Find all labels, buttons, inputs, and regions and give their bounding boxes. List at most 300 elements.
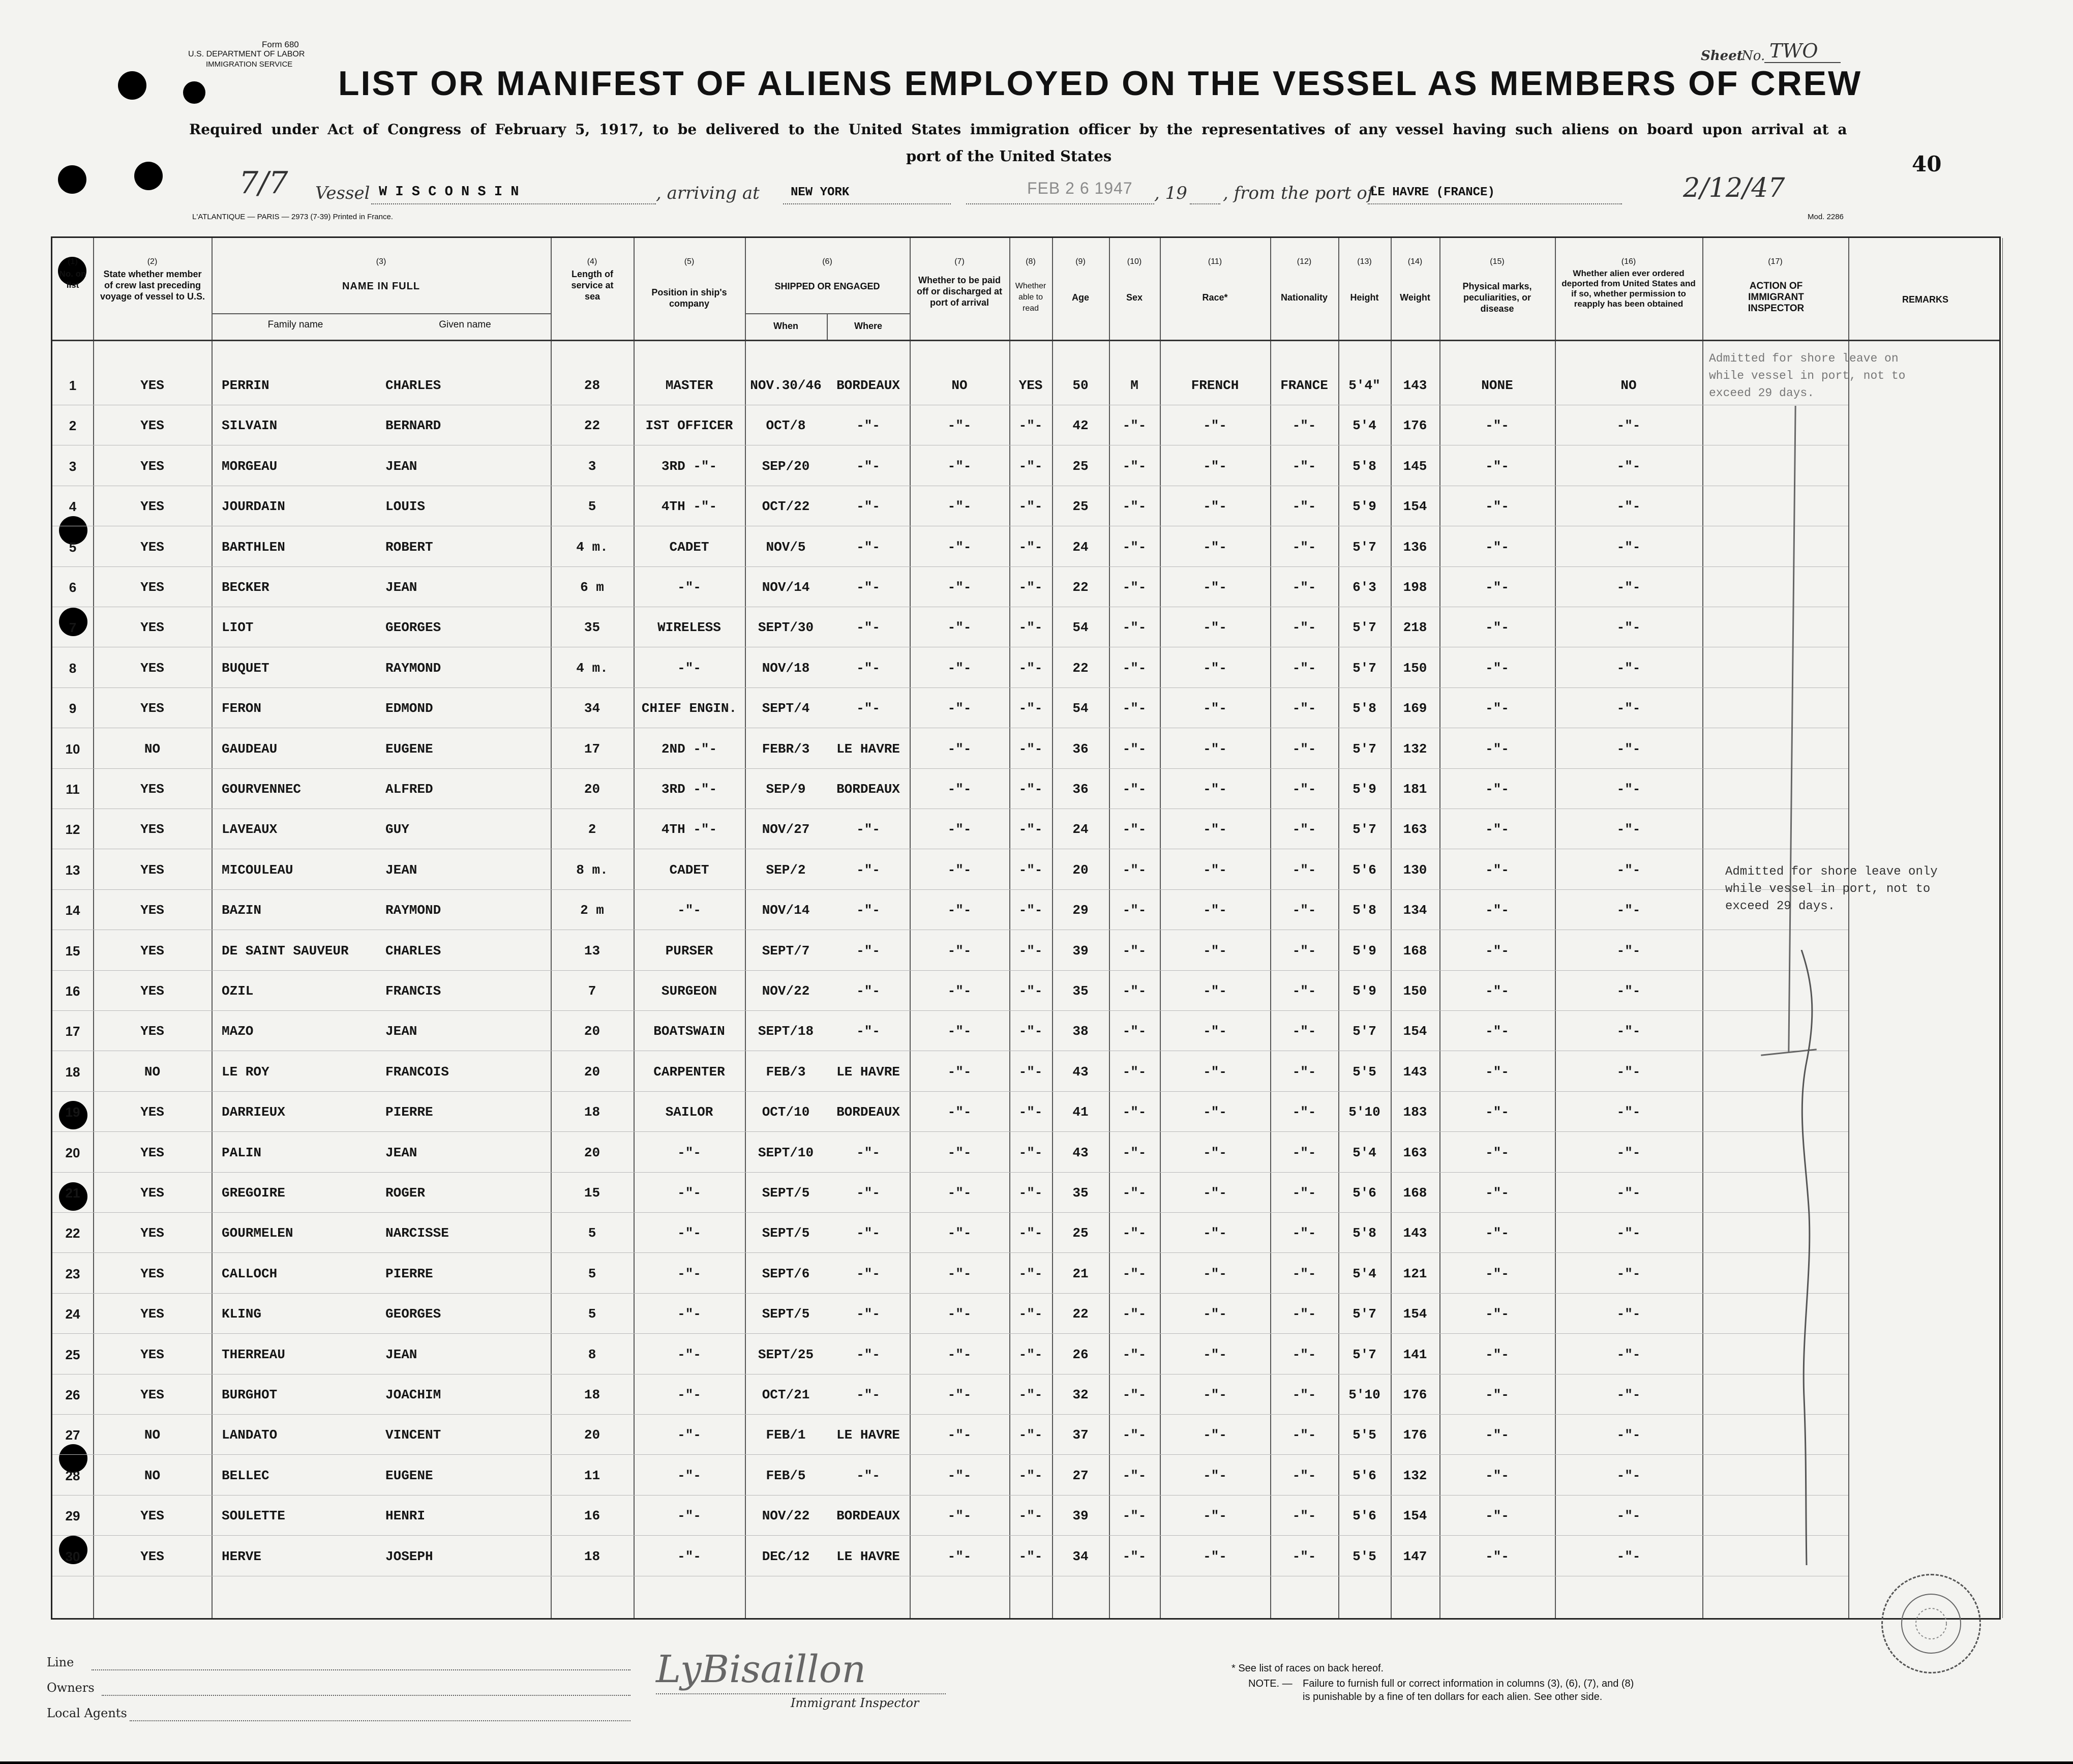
cell-sex: -"- (1122, 782, 1147, 797)
cell-age: 42 (1072, 418, 1089, 434)
cell-position: WIRELESS (657, 620, 721, 636)
cell-paid: -"- (947, 620, 972, 636)
cell-age: 25 (1072, 458, 1089, 474)
cell-nat: -"- (1292, 499, 1316, 515)
cell-height: 5'10 (1348, 1104, 1380, 1120)
cell-family: SOULETTE (222, 1508, 285, 1524)
cell-sex: -"- (1122, 862, 1147, 878)
cell-service: 20 (584, 1064, 600, 1080)
cell-marks: -"- (1485, 1024, 1509, 1039)
cell-age: 54 (1072, 701, 1089, 716)
races-note: * See list of races on back hereof. (1231, 1663, 1384, 1674)
cell-prev: YES (140, 1266, 164, 1281)
cell-position: CARPENTER (653, 1064, 725, 1080)
cell-where: -"- (856, 660, 880, 676)
row-rule (52, 1172, 1848, 1173)
cell-service: 7 (588, 983, 596, 999)
cell-deported: -"- (1616, 418, 1641, 434)
cell-paid: -"- (947, 1024, 972, 1039)
cell-deported: -"- (1616, 660, 1641, 676)
cell-deported: -"- (1616, 1548, 1641, 1564)
cell-prev: YES (140, 1347, 164, 1362)
cell-marks: -"- (1485, 1508, 1509, 1524)
cell-sex: -"- (1122, 1508, 1147, 1524)
cell-position: -"- (677, 1548, 701, 1564)
cell-sex: -"- (1122, 903, 1147, 918)
cell-no: 7 (69, 620, 77, 636)
cell-family: DARRIEUX (222, 1104, 285, 1120)
cell-position: -"- (677, 660, 701, 676)
cell-weight: 143 (1403, 1064, 1427, 1080)
cell-paid: -"- (947, 660, 972, 676)
cell-when: NOV/14 (762, 580, 810, 595)
arriving-underline (783, 203, 951, 204)
cell-given: FRANCOIS (385, 1064, 449, 1080)
cell-race: FRENCH (1191, 378, 1239, 393)
cell-family: CALLOCH (222, 1266, 278, 1281)
cell-nat: -"- (1292, 580, 1316, 595)
cell-given: EDMOND (385, 701, 433, 716)
cell-nat: -"- (1292, 782, 1316, 797)
cell-family: DE SAINT SAUVEUR (222, 943, 349, 959)
cell-age: 26 (1072, 1347, 1089, 1362)
cell-service: 8 m. (576, 862, 608, 878)
row-rule (52, 1495, 1848, 1496)
cell-sex: -"- (1122, 620, 1147, 636)
cell-read: -"- (1018, 1064, 1043, 1080)
cell-paid: -"- (947, 1185, 972, 1201)
col13-header: Height (1350, 292, 1379, 303)
cell-where: LE HAVRE (836, 741, 900, 757)
cell-prev: YES (140, 1387, 164, 1402)
cell-no: 24 (65, 1306, 80, 1322)
handwritten-date: 2/12/47 (1683, 173, 1785, 203)
cell-sex: -"- (1122, 1185, 1147, 1201)
cell-where: -"- (856, 458, 880, 474)
cell-no: 14 (65, 903, 80, 918)
cell-no: 29 (65, 1508, 80, 1524)
cell-prev: NO (144, 1468, 161, 1483)
cell-deported: -"- (1616, 1145, 1641, 1160)
col9-header: Age (1071, 292, 1089, 303)
cell-service: 13 (584, 943, 600, 959)
cell-sex: -"- (1122, 458, 1147, 474)
cell-height: 5'10 (1348, 1387, 1380, 1402)
cell-read: -"- (1018, 782, 1043, 797)
cell-prev: YES (140, 1548, 164, 1564)
cell-weight: 136 (1403, 539, 1427, 555)
cell-age: 32 (1072, 1387, 1089, 1402)
cell-given: GUY (385, 822, 409, 838)
cell-sex: -"- (1122, 983, 1147, 999)
cell-where: -"- (856, 1266, 880, 1281)
cell-prev: YES (140, 539, 164, 555)
col2-number: (2) (147, 257, 158, 266)
cell-service: 5 (588, 1306, 596, 1322)
row-rule (52, 687, 1848, 688)
cell-where: -"- (856, 1306, 880, 1322)
cell-weight: 154 (1403, 1024, 1427, 1039)
cell-given: CHARLES (385, 943, 441, 959)
arriving-label: , arriving at (656, 183, 760, 203)
cell-height: 5'4" (1348, 378, 1380, 393)
cell-deported: -"- (1616, 1387, 1641, 1402)
cell-paid: -"- (947, 701, 972, 716)
row-rule (52, 1454, 1848, 1455)
cell-no: 23 (65, 1266, 80, 1281)
cell-read: -"- (1018, 741, 1043, 757)
cell-race: -"- (1203, 983, 1227, 999)
cell-prev: YES (140, 660, 164, 676)
cell-nat: -"- (1292, 943, 1316, 959)
row-rule (52, 1414, 1848, 1415)
cell-marks: -"- (1485, 1145, 1509, 1160)
cell-paid: -"- (947, 1266, 972, 1281)
note-text-1: Failure to furnish full or correct information in columns (3), (6), (7), and (8) (1303, 1678, 1634, 1689)
cell-when: OCT/21 (762, 1387, 810, 1402)
cell-position: -"- (677, 1225, 701, 1241)
cell-family: BURGHOT (222, 1387, 278, 1402)
cell-weight: 143 (1403, 1225, 1427, 1241)
cell-given: ROBERT (385, 539, 433, 555)
cell-where: -"- (856, 1387, 880, 1402)
cell-when: SEPT/18 (758, 1024, 814, 1039)
cell-weight: 147 (1403, 1548, 1427, 1564)
cell-marks: -"- (1485, 458, 1509, 474)
cell-deported: -"- (1616, 1347, 1641, 1362)
cell-where: -"- (856, 983, 880, 999)
cell-deported: -"- (1616, 620, 1641, 636)
cell-read: -"- (1018, 822, 1043, 838)
cell-when: NOV/18 (762, 660, 810, 676)
cell-marks: -"- (1485, 983, 1509, 999)
cell-race: -"- (1203, 1468, 1227, 1483)
cell-race: -"- (1203, 418, 1227, 434)
cell-when: NOV/5 (766, 539, 806, 555)
cell-weight: 132 (1403, 1468, 1427, 1483)
cell-given: PIERRE (385, 1104, 433, 1120)
cell-when: SEP/2 (766, 862, 806, 878)
cell-weight: 154 (1403, 1306, 1427, 1322)
form-mod-number: Mod. 2286 (1808, 213, 1844, 221)
cell-family: GAUDEAU (222, 741, 278, 757)
cell-given: ROGER (385, 1185, 426, 1201)
cell-prev: NO (144, 1064, 161, 1080)
cell-race: -"- (1203, 943, 1227, 959)
row-rule (52, 1131, 1848, 1132)
cell-sex: -"- (1122, 701, 1147, 716)
cell-age: 29 (1072, 903, 1089, 918)
cell-when: SEPT/5 (762, 1185, 810, 1201)
cell-read: -"- (1018, 862, 1043, 878)
cell-deported: -"- (1616, 782, 1641, 797)
punch-hole (118, 71, 146, 100)
cell-weight: 150 (1403, 983, 1427, 999)
cell-where: -"- (856, 1024, 880, 1039)
cell-family: BELLEC (222, 1468, 269, 1483)
cell-marks: -"- (1485, 701, 1509, 716)
cell-nat: -"- (1292, 1104, 1316, 1120)
cell-prev: YES (140, 822, 164, 838)
cell-deported: -"- (1616, 539, 1641, 555)
cell-race: -"- (1203, 1347, 1227, 1362)
cell-family: THERREAU (222, 1347, 285, 1362)
cell-no: 27 (65, 1427, 80, 1443)
cell-when: NOV/14 (762, 903, 810, 918)
row-rule (52, 1535, 1848, 1536)
arriving-port: NEW YORK (791, 186, 850, 199)
cell-no: 15 (65, 943, 80, 959)
col17-number: (17) (1768, 257, 1783, 266)
cell-sex: -"- (1122, 1104, 1147, 1120)
note-label: NOTE. — (1248, 1678, 1293, 1689)
cell-no: 20 (65, 1145, 80, 1160)
cell-service: 3 (588, 458, 596, 474)
col6-where-header: Where (854, 321, 882, 331)
cell-nat: -"- (1292, 1347, 1316, 1362)
col6-number: (6) (822, 257, 832, 266)
cell-sex: -"- (1122, 1266, 1147, 1281)
cell-where: LE HAVRE (836, 1427, 900, 1443)
cell-service: 20 (584, 782, 600, 797)
cell-no: 8 (69, 660, 77, 676)
cell-given: JOACHIM (385, 1387, 441, 1402)
cell-read: -"- (1018, 1185, 1043, 1201)
cell-paid: -"- (947, 1468, 972, 1483)
cell-deported: -"- (1616, 943, 1641, 959)
cell-service: 6 m (580, 580, 604, 595)
cell-read: -"- (1018, 620, 1043, 636)
cell-height: 5'4 (1353, 1145, 1376, 1160)
col14-header: Weight (1400, 292, 1430, 303)
cell-age: 36 (1072, 782, 1089, 797)
cell-no: 12 (65, 822, 80, 838)
cell-sex: -"- (1122, 1024, 1147, 1039)
cell-where: -"- (856, 1145, 880, 1160)
note-text-2: is punishable by a fine of ten dollars for each alien. See other side. (1303, 1691, 1603, 1702)
row-rule (52, 768, 1848, 769)
row-rule (52, 889, 1848, 890)
cell-paid: -"- (947, 1508, 972, 1524)
cell-race: -"- (1203, 1387, 1227, 1402)
cell-sex: -"- (1122, 1548, 1147, 1564)
cell-service: 18 (584, 1387, 600, 1402)
cell-height: 5'4 (1353, 418, 1376, 434)
cell-paid: -"- (947, 983, 972, 999)
cell-service: 5 (588, 499, 596, 515)
cell-no: 17 (65, 1024, 80, 1039)
cell-prev: YES (140, 862, 164, 878)
cell-age: 43 (1072, 1064, 1089, 1080)
cell-race: -"- (1203, 1548, 1227, 1564)
cell-when: OCT/10 (762, 1104, 810, 1120)
cell-given: HENRI (385, 1508, 426, 1524)
cell-nat: -"- (1292, 620, 1316, 636)
received-date-stamp: FEB 2 6 1947 (1027, 179, 1133, 197)
cell-weight: 134 (1403, 903, 1427, 918)
cell-given: RAYMOND (385, 660, 441, 676)
cell-position: BOATSWAIN (653, 1024, 725, 1039)
cell-paid: -"- (947, 1104, 972, 1120)
cell-where: BORDEAUX (836, 1508, 900, 1524)
cell-family: OZIL (222, 983, 254, 999)
cell-race: -"- (1203, 1024, 1227, 1039)
col8-number: (8) (1026, 257, 1036, 266)
cell-position: 3RD -"- (661, 458, 717, 474)
cell-age: 50 (1072, 378, 1089, 393)
cell-nat: -"- (1292, 458, 1316, 474)
cell-deported: -"- (1616, 1266, 1641, 1281)
cell-height: 5'5 (1353, 1548, 1376, 1564)
cell-given: JEAN (385, 1024, 417, 1039)
cell-race: -"- (1203, 701, 1227, 716)
col4-header: Length of service at sea (571, 269, 614, 302)
cell-age: 24 (1072, 539, 1089, 555)
cell-height: 5'5 (1353, 1427, 1376, 1443)
cell-read: -"- (1018, 580, 1043, 595)
row-rule (52, 1212, 1848, 1213)
cell-sex: -"- (1122, 539, 1147, 555)
cell-where: -"- (856, 499, 880, 515)
cell-marks: -"- (1485, 1427, 1509, 1443)
cell-read: -"- (1018, 660, 1043, 676)
cell-family: GREGOIRE (222, 1185, 285, 1201)
cell-height: 5'8 (1353, 458, 1376, 474)
cell-where: -"- (856, 1347, 880, 1362)
cell-paid: -"- (947, 1427, 972, 1443)
cell-no: 10 (65, 741, 80, 757)
cell-family: GOURVENNEC (222, 782, 302, 797)
cell-height: 5'7 (1353, 620, 1376, 636)
col6-header: SHIPPED OR ENGAGED (774, 281, 880, 291)
cell-where: -"- (856, 822, 880, 838)
sheet-no-label: No. (1741, 48, 1765, 64)
col1-number: (1) (68, 257, 78, 266)
cell-height: 5'4 (1353, 1266, 1376, 1281)
cell-sex: -"- (1122, 1468, 1147, 1483)
cell-race: -"- (1203, 1104, 1227, 1120)
cell-no: 28 (65, 1468, 80, 1483)
cell-deported: -"- (1616, 580, 1641, 595)
cell-no: 9 (69, 701, 77, 716)
cell-position: 2ND -"- (661, 741, 717, 757)
cell-prev: YES (140, 782, 164, 797)
inspector-label: Immigrant Inspector (791, 1696, 919, 1710)
cell-race: -"- (1203, 458, 1227, 474)
cell-where: BORDEAUX (836, 782, 900, 797)
cell-age: 24 (1072, 822, 1089, 838)
cell-weight: 218 (1403, 620, 1427, 636)
cell-nat: -"- (1292, 822, 1316, 838)
vessel-name: W I S C O N S I N (379, 185, 519, 200)
from-port: LE HAVRE (FRANCE) (1370, 186, 1495, 199)
date-underline (966, 203, 1154, 204)
cell-when: SEPT/25 (758, 1347, 814, 1362)
remark-wavy-line (1791, 950, 1822, 1565)
cell-age: 22 (1072, 580, 1089, 595)
cell-read: -"- (1018, 539, 1043, 555)
cell-deported: -"- (1616, 499, 1641, 515)
cell-when: SEP/9 (766, 782, 806, 797)
col3-number: (3) (376, 257, 386, 266)
cell-where: BORDEAUX (836, 1104, 900, 1120)
cell-service: 16 (584, 1508, 600, 1524)
inspector-remark-2: Admitted for shore leave only while vessel in port, not to exceed 29 days. (1725, 865, 1938, 913)
cell-weight: 154 (1403, 499, 1427, 515)
signature-underline (656, 1693, 946, 1694)
col11-number: (11) (1208, 257, 1222, 266)
cell-paid: -"- (947, 1387, 972, 1402)
cell-family: KLING (222, 1306, 262, 1322)
cell-family: GOURMELEN (222, 1225, 293, 1241)
cell-age: 39 (1072, 1508, 1089, 1524)
cell-marks: -"- (1485, 1104, 1509, 1120)
row-rule (52, 1091, 1848, 1092)
cell-prev: NO (144, 1427, 161, 1443)
cell-when: FEBR/3 (762, 741, 810, 757)
cell-given: JEAN (385, 458, 417, 474)
cell-read: -"- (1018, 1548, 1043, 1564)
cell-prev: YES (140, 903, 164, 918)
cell-marks: -"- (1485, 1347, 1509, 1362)
inspector-remark-1: Admitted for shore leave on while vessel in port, not to exceed 29 days. (1709, 352, 1906, 400)
cell-paid: -"- (947, 418, 972, 434)
cell-age: 37 (1072, 1427, 1089, 1443)
cell-race: -"- (1203, 620, 1227, 636)
form-department: U.S. DEPARTMENT OF LABOR (188, 50, 305, 58)
cell-nat: -"- (1292, 1387, 1316, 1402)
cell-prev: YES (140, 620, 164, 636)
cell-read: -"- (1018, 1387, 1043, 1402)
cell-family: BAZIN (222, 903, 262, 918)
col10-header: Sex (1126, 292, 1143, 303)
cell-paid: -"- (947, 499, 972, 515)
consulate-seal (1881, 1574, 1981, 1673)
year-underline (1190, 203, 1220, 204)
cell-nat: -"- (1292, 539, 1316, 555)
col17-header: ACTION OF IMMIGRANT INSPECTOR (1748, 281, 1805, 314)
cell-age: 41 (1072, 1104, 1089, 1120)
cell-read: -"- (1018, 458, 1043, 474)
line-underline (92, 1669, 630, 1670)
col3-given-header: Given name (439, 319, 491, 330)
col6-when-header: When (773, 321, 798, 331)
cell-paid: -"- (947, 782, 972, 797)
cell-sex: -"- (1122, 1225, 1147, 1241)
cell-nat: -"- (1292, 1306, 1316, 1322)
cell-given: GEORGES (385, 620, 441, 636)
remarks-header: REMARKS (1902, 294, 1948, 305)
cell-when: NOV/22 (762, 1508, 810, 1524)
printer-line: L'ATLANTIQUE — PARIS — 2973 (7-39) Printed in France. (192, 213, 393, 221)
row-rule (52, 566, 1848, 567)
cell-family: FERON (222, 701, 262, 716)
cell-paid: -"- (947, 1064, 972, 1080)
cell-nat: -"- (1292, 1468, 1316, 1483)
line-label: Line (47, 1655, 74, 1669)
cell-no: 25 (65, 1347, 80, 1362)
manifest-title: LIST OR MANIFEST OF ALIENS EMPLOYED ON THE VESSEL AS MEMBERS OF CREW (338, 64, 1862, 103)
cell-position: -"- (677, 1266, 701, 1281)
cell-sex: -"- (1122, 499, 1147, 515)
cell-service: 20 (584, 1145, 600, 1160)
cell-age: 20 (1072, 862, 1089, 878)
cell-prev: YES (140, 1306, 164, 1322)
cell-prev: YES (140, 1024, 164, 1039)
cell-no: 13 (65, 862, 80, 878)
cell-deported: NO (1620, 378, 1637, 393)
cell-family: JOURDAIN (222, 499, 285, 515)
